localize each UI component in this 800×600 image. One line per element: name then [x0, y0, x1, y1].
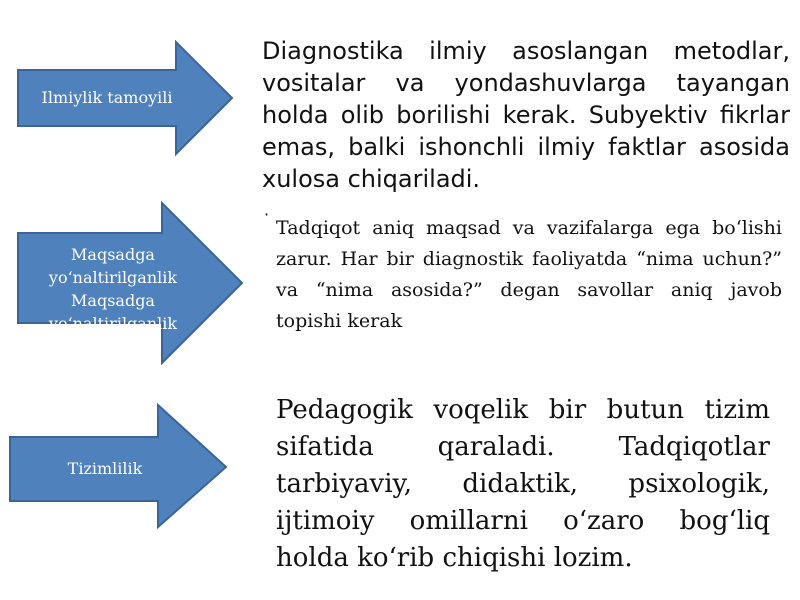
arrow-shape-purposeful — [18, 203, 242, 363]
principle-2-description: Tadqiqot aniq maqsad va vazifalarga ega bo‘lishi zarur. Har bir diagnostik faoliyatda “nima uchun?” va “nima asosida?” degan savollar aniq javob topishi kerak — [276, 217, 782, 332]
arrow-shape-scientific — [18, 42, 232, 154]
arrow-label-systematic: Tizimlilik — [67, 459, 143, 478]
arrow-shape-systematic — [10, 405, 226, 527]
arrow-label-scientific: Ilmiylik tamoyili — [41, 88, 173, 107]
principle-1-description: Diagnostika ilmiy asoslangan metodlar, vositalar va yondashuvlarga tayangan holda olib borilishi kerak. Subyektiv fikrlar emas, balki ishonchli ilmiy faktlar asosida xulosa chiqariladi. — [262, 37, 790, 193]
principle-3-description: Pedagogik voqelik bir butun tizim sifatida qaraladi. Tadqiqotlar tarbiyaviy, didaktik, psixologik, ijtimoiy omillarni o‘zaro bog‘liq holda ko‘rib chiqishi lozim. — [276, 395, 770, 573]
bullet-marker: · — [264, 205, 270, 224]
arrow-label-purposeful: Maqsadga yo‘naltirilganlik Maqsadga yo‘naltirilganlik — [48, 245, 178, 333]
